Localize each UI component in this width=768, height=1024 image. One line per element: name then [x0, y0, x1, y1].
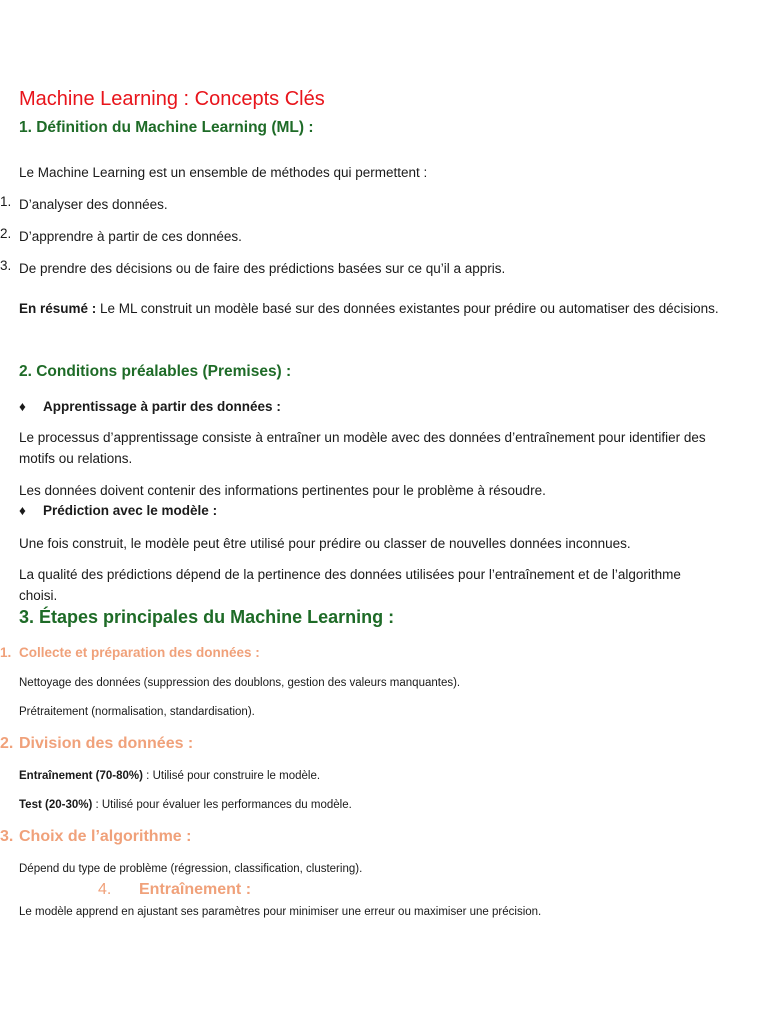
section2-heading: 2. Conditions préalables (Premises) :: [19, 363, 292, 380]
step2-number: 2.: [0, 735, 14, 752]
s2-bullet1: Apprentissage à partir des données :: [43, 399, 281, 414]
list-item: De prendre des décisions ou de faire des prédictions basées sur ce qu’il a appris.: [19, 261, 506, 276]
step2-title: Division des données :: [19, 735, 194, 752]
step1-line1: Nettoyage des données (suppression des doublons, gestion des valeurs manquantes).: [19, 677, 461, 689]
list-item: D’apprendre à partir de ces données.: [19, 229, 242, 244]
bullet-diamond-icon: ♦: [19, 503, 26, 518]
s2-p1: Le processus d’apprentissage consiste à entraîner un modèle avec des données d’entraînement pour identifier des motifs ou relations.: [19, 430, 706, 466]
step2-test: [19, 799, 352, 811]
s2-p4: La qualité des prédictions dépend de la pertinence des données utilisées pour l’entraînement et de l’algorithme choisi.: [19, 567, 681, 603]
page-title: Machine Learning : Concepts Clés: [19, 88, 325, 110]
summary-label: En résumé :: [19, 301, 97, 316]
list-number: 2.: [0, 226, 12, 241]
step3-title: Choix de l’algorithme :: [19, 828, 192, 845]
list-item: D’analyser des données.: [19, 197, 168, 212]
step1-number: 1.: [0, 645, 12, 660]
test-label: Test (20-30%): [19, 799, 93, 811]
train-text: : Utilisé pour construire le modèle.: [142, 770, 321, 782]
section1-heading: 1. Définition du Machine Learning (ML) :: [19, 119, 314, 136]
list-number: 3.: [0, 258, 12, 273]
test-text: : Utilisé pour évaluer les performances du modèle.: [92, 799, 352, 811]
step1-line2: Prétraitement (normalisation, standardisation).: [19, 706, 255, 718]
step3-line: Dépend du type de problème (régression, classification, clustering).: [19, 863, 363, 875]
bullet-diamond-icon: ♦: [19, 399, 26, 414]
step1-title: Collecte et préparation des données :: [19, 645, 260, 660]
s1-intro: Le Machine Learning est un ensemble de méthodes qui permettent :: [19, 165, 428, 180]
summary-text: Le ML construit un modèle basé sur des données existantes pour prédire ou automatiser des décisions.: [96, 301, 719, 316]
list-number: 1.: [0, 194, 12, 209]
s2-p3: Une fois construit, le modèle peut être utilisé pour prédire ou classer de nouvelles données inconnues.: [19, 536, 631, 551]
step2-train: [19, 770, 320, 782]
s2-p2: Les données doivent contenir des informations pertinentes pour le problème à résoudre.: [19, 483, 546, 498]
s2-bullet2: Prédiction avec le modèle :: [43, 503, 218, 518]
step4-line: Le modèle apprend en ajustant ses paramètres pour minimiser une erreur ou maximiser une précision.: [19, 906, 542, 918]
step3-number: 3.: [0, 828, 14, 845]
step4-number: 4.: [98, 881, 112, 898]
section3-heading: 3. Étapes principales du Machine Learning :: [19, 607, 395, 627]
step4-title: Entraînement :: [139, 881, 252, 898]
train-label: Entraînement (70-80%): [19, 770, 143, 782]
s1-summary: [19, 298, 731, 319]
